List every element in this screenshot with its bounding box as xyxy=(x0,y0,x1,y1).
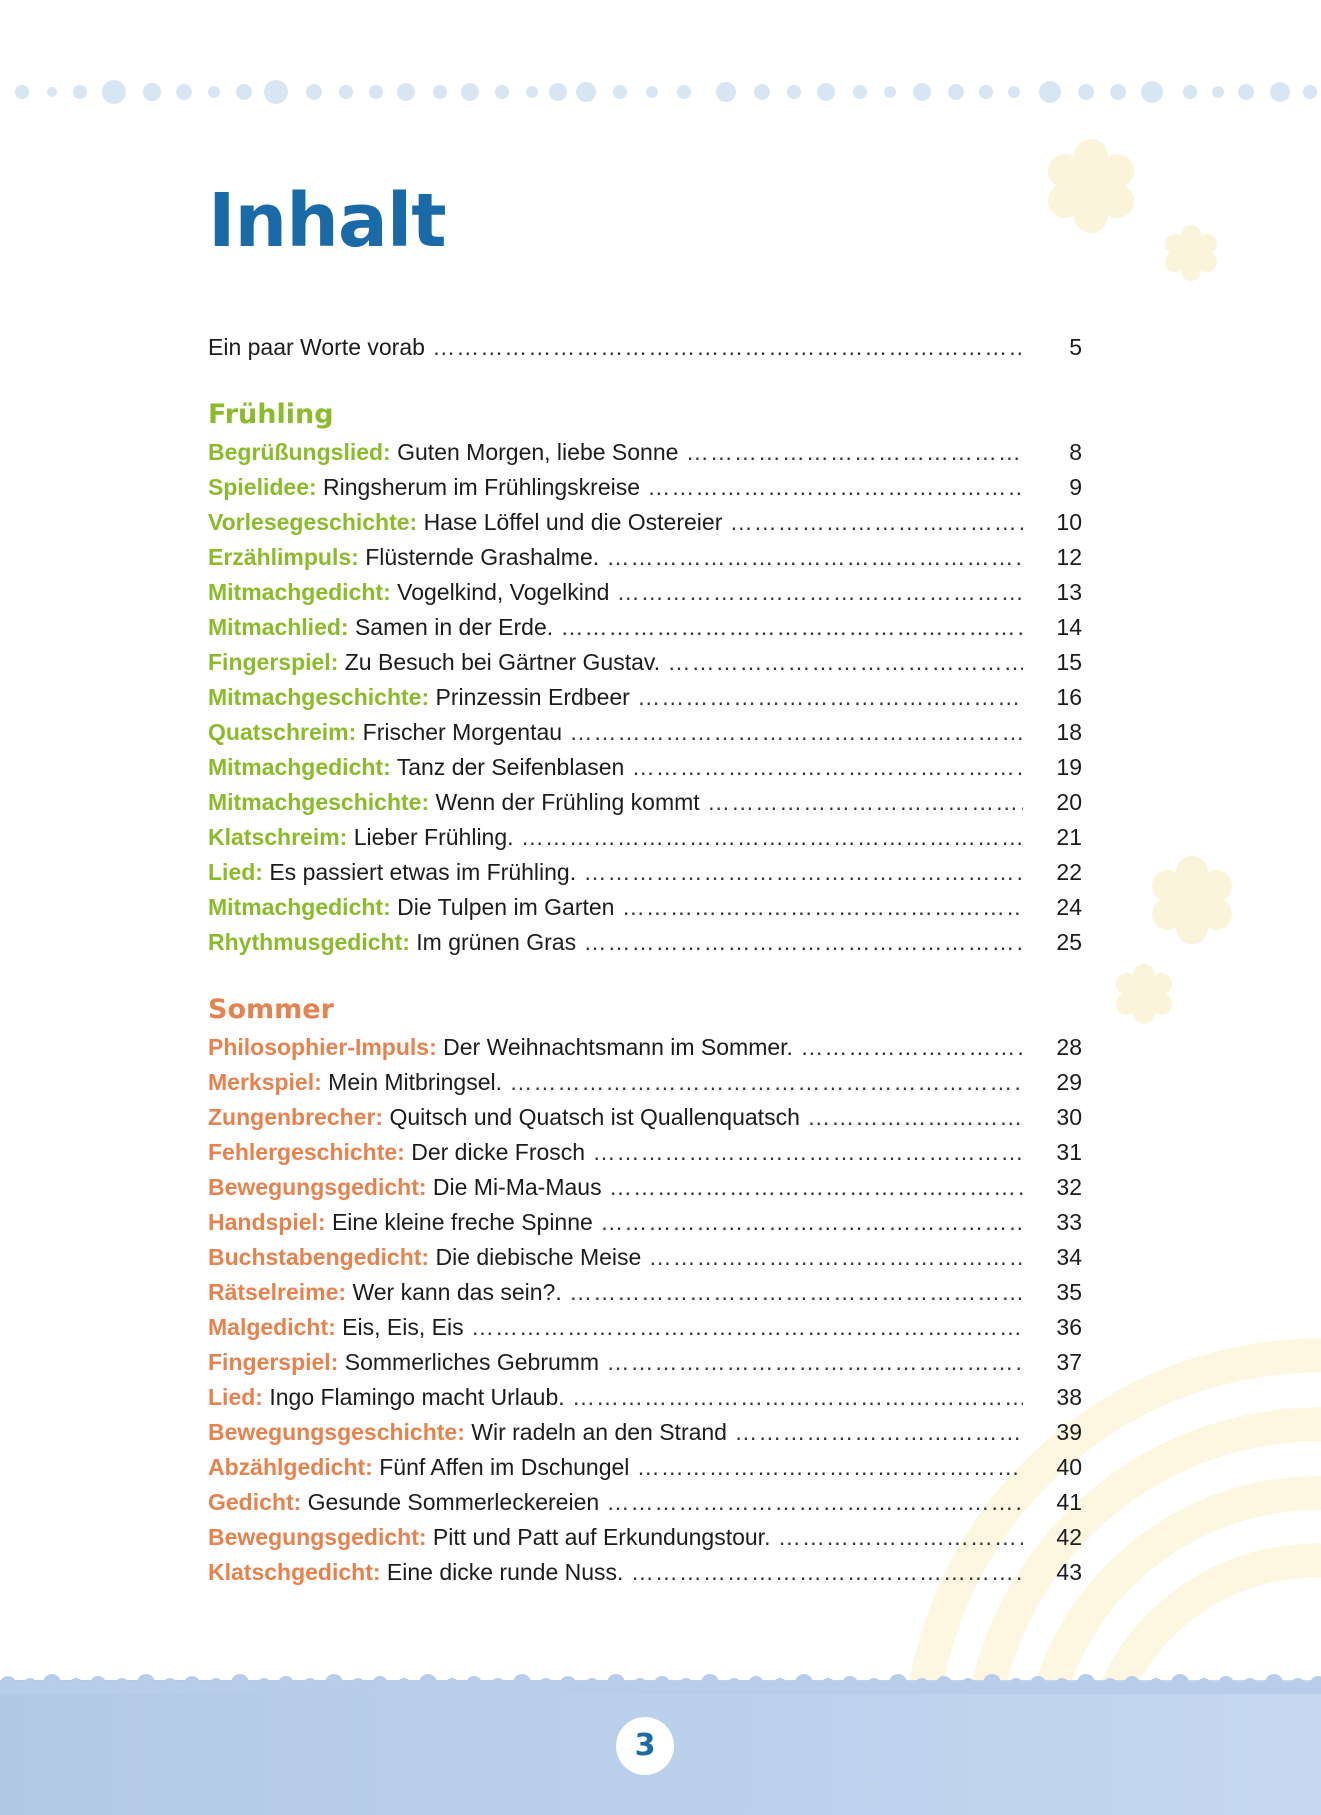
entry-title: Eine dicke runde Nuss. xyxy=(386,1559,624,1585)
entry-title: Mein Mitbringsel. xyxy=(328,1069,502,1095)
page-ref: 5 xyxy=(1069,334,1082,360)
page-ref: 36 xyxy=(1056,1314,1082,1340)
entry-title: Ein paar Worte vorab xyxy=(208,334,425,360)
page-ref: 42 xyxy=(1056,1524,1082,1550)
toc-row xyxy=(208,1205,1082,1240)
entry-category: Rätselreime: xyxy=(208,1279,347,1305)
entry-category: Fingerspiel: xyxy=(208,1349,339,1375)
entry-title: Die Mi-Ma-Maus xyxy=(432,1174,602,1200)
entry-title: Wer kann das sein?. xyxy=(352,1279,562,1305)
entry-category: Klatschgedicht: xyxy=(208,1559,381,1585)
page-ref: 13 xyxy=(1056,579,1082,605)
page-ref: 41 xyxy=(1056,1489,1082,1515)
flower-icon xyxy=(1108,958,1180,1030)
top-dot-border xyxy=(0,76,1321,108)
toc-row xyxy=(208,1030,1082,1065)
toc-row xyxy=(208,1100,1082,1135)
entry-title: Eis, Eis, Eis xyxy=(342,1314,464,1340)
entry-category: Fehlergeschichte: xyxy=(208,1139,405,1165)
page-ref: 34 xyxy=(1056,1244,1082,1270)
toc-row xyxy=(208,540,1082,575)
page-ref: 20 xyxy=(1056,789,1082,815)
toc-entry xyxy=(208,330,1023,365)
toc-row xyxy=(208,1520,1082,1555)
page-ref: 25 xyxy=(1056,929,1082,955)
toc-row xyxy=(208,1485,1082,1520)
entry-category: Quatschreim: xyxy=(208,719,357,745)
page-ref: 32 xyxy=(1056,1174,1082,1200)
entry-title: Samen in der Erde. xyxy=(354,614,554,640)
page-ref: 28 xyxy=(1056,1034,1082,1060)
entry-category: Begrüßungslied: xyxy=(208,439,391,465)
page-ref: 16 xyxy=(1056,684,1082,710)
entry-title: Guten Morgen, liebe Sonne xyxy=(397,439,679,465)
page-ref: 18 xyxy=(1056,719,1082,745)
entry-title: Zu Besuch bei Gärtner Gustav. xyxy=(344,649,661,675)
page-ref: 39 xyxy=(1056,1419,1082,1445)
page-ref: 24 xyxy=(1056,894,1082,920)
entry-title: Ringsherum im Frühlingskreise xyxy=(323,474,641,500)
entry-title: Pitt und Patt auf Erkundungstour. xyxy=(432,1524,771,1550)
page-ref: 14 xyxy=(1056,614,1082,640)
entry-title: Prinzessin Erdbeer xyxy=(435,684,630,710)
toc-row xyxy=(208,1345,1082,1380)
entry-category: Abzählgedicht: xyxy=(208,1454,373,1480)
page-ref: 10 xyxy=(1056,509,1082,535)
entry-title: Wenn der Frühling kommt xyxy=(435,789,700,815)
flower-icon xyxy=(1035,130,1147,242)
footer-scallop-border xyxy=(0,1670,1321,1694)
toc-row xyxy=(208,1555,1082,1590)
toc-row xyxy=(208,855,1082,890)
entry-category: Philosophier-Impuls: xyxy=(208,1034,437,1060)
entry-title: Hase Löffel und die Ostereier xyxy=(423,509,723,535)
entry-category: Malgedicht: xyxy=(208,1314,336,1340)
page-ref: 37 xyxy=(1056,1349,1082,1375)
page-number: 3 xyxy=(616,1717,674,1775)
toc-row xyxy=(208,435,1082,470)
entry-category: Mitmachgedicht: xyxy=(208,894,391,920)
entry-title: Der Weihnachtsmann im Sommer. xyxy=(443,1034,793,1060)
entry-title: Der dicke Frosch xyxy=(411,1139,586,1165)
entry-category: Spielidee: xyxy=(208,474,317,500)
toc-row xyxy=(208,1170,1082,1205)
entry-title: Frischer Morgentau xyxy=(362,719,563,745)
section-heading-spring: Frühling xyxy=(208,399,334,430)
entry-category: Mitmachgeschichte: xyxy=(208,684,430,710)
page-ref: 33 xyxy=(1056,1209,1082,1235)
entry-category: Mitmachgedicht: xyxy=(208,579,391,605)
toc-row xyxy=(208,1450,1082,1485)
entry-category: Bewegungsgedicht: xyxy=(208,1174,427,1200)
page-ref: 31 xyxy=(1056,1139,1082,1165)
entry-category: Vorlesegeschichte: xyxy=(208,509,418,535)
entry-title: Flüsternde Grashalme. xyxy=(365,544,600,570)
entry-title: Ingo Flamingo macht Urlaub. xyxy=(269,1384,565,1410)
page-ref: 43 xyxy=(1056,1559,1082,1585)
entry-title: Wir radeln an den Strand xyxy=(471,1419,727,1445)
page-ref: 22 xyxy=(1056,859,1082,885)
toc-row xyxy=(208,1275,1082,1310)
entry-title: Vogelkind, Vogelkind xyxy=(397,579,610,605)
toc-row xyxy=(208,785,1082,820)
entry-category: Bewegungsgedicht: xyxy=(208,1524,427,1550)
page-ref: 19 xyxy=(1056,754,1082,780)
entry-category: Gedicht: xyxy=(208,1489,302,1515)
entry-title: Tanz der Seifenblasen xyxy=(396,754,625,780)
toc-row xyxy=(208,610,1082,645)
page-ref: 9 xyxy=(1069,474,1082,500)
entry-title: Lieber Frühling. xyxy=(353,824,514,850)
page-ref: 30 xyxy=(1056,1104,1082,1130)
toc-row xyxy=(208,505,1082,540)
page-ref: 29 xyxy=(1056,1069,1082,1095)
toc-row xyxy=(208,1065,1082,1100)
page-title: Inhalt xyxy=(208,178,446,264)
toc-row xyxy=(208,750,1082,785)
toc-row xyxy=(208,715,1082,750)
entry-category: Klatschreim: xyxy=(208,824,348,850)
toc-row xyxy=(208,1240,1082,1275)
toc-row xyxy=(208,575,1082,610)
entry-category: Buchstabengedicht: xyxy=(208,1244,430,1270)
page-ref: 40 xyxy=(1056,1454,1082,1480)
entry-category: Mitmachgeschichte: xyxy=(208,789,430,815)
entry-title: Quitsch und Quatsch ist Quallenquatsch xyxy=(389,1104,800,1130)
toc-row xyxy=(208,1135,1082,1170)
toc-row xyxy=(208,1310,1082,1345)
toc-row xyxy=(208,890,1082,925)
toc-row xyxy=(208,1380,1082,1415)
entry-title: Fünf Affen im Dschungel xyxy=(379,1454,630,1480)
toc-row xyxy=(208,470,1082,505)
section-spring-list xyxy=(208,435,1082,960)
entry-title: Gesunde Sommerleckereien xyxy=(307,1489,600,1515)
page-ref: 15 xyxy=(1056,649,1082,675)
flower-icon xyxy=(1140,848,1244,952)
entry-category: Rhythmusgedicht: xyxy=(208,929,410,955)
entry-category: Merkspiel: xyxy=(208,1069,322,1095)
toc-row xyxy=(208,925,1082,960)
entry-title: Die Tulpen im Garten xyxy=(397,894,615,920)
entry-category: Fingerspiel: xyxy=(208,649,339,675)
page-ref: 21 xyxy=(1056,824,1082,850)
toc-row xyxy=(208,680,1082,715)
entry-category: Mitmachlied: xyxy=(208,614,349,640)
flower-icon xyxy=(1158,220,1224,286)
table-of-contents xyxy=(208,330,1082,1590)
page-ref: 8 xyxy=(1069,439,1082,465)
section-summer-list xyxy=(208,1030,1082,1590)
entry-category: Erzählimpuls: xyxy=(208,544,359,570)
entry-title: Es passiert etwas im Frühling. xyxy=(269,859,577,885)
page-ref: 35 xyxy=(1056,1279,1082,1305)
page-ref: 12 xyxy=(1056,544,1082,570)
toc-row xyxy=(208,820,1082,855)
entry-category: Lied: xyxy=(208,859,263,885)
entry-category: Handspiel: xyxy=(208,1209,326,1235)
entry-title: Eine kleine freche Spinne xyxy=(331,1209,593,1235)
entry-category: Zungenbrecher: xyxy=(208,1104,384,1130)
entry-category: Mitmachgedicht: xyxy=(208,754,391,780)
entry-title: Im grünen Gras xyxy=(416,929,577,955)
entry-title: Sommerliches Gebrumm xyxy=(344,1349,600,1375)
toc-row xyxy=(208,1415,1082,1450)
toc-intro-row xyxy=(208,330,1082,365)
toc-row xyxy=(208,645,1082,680)
section-heading-summer: Sommer xyxy=(208,994,334,1025)
entry-title: Die diebische Meise xyxy=(435,1244,642,1270)
entry-category: Bewegungsgeschichte: xyxy=(208,1419,465,1445)
entry-category: Lied: xyxy=(208,1384,263,1410)
page-ref: 38 xyxy=(1056,1384,1082,1410)
